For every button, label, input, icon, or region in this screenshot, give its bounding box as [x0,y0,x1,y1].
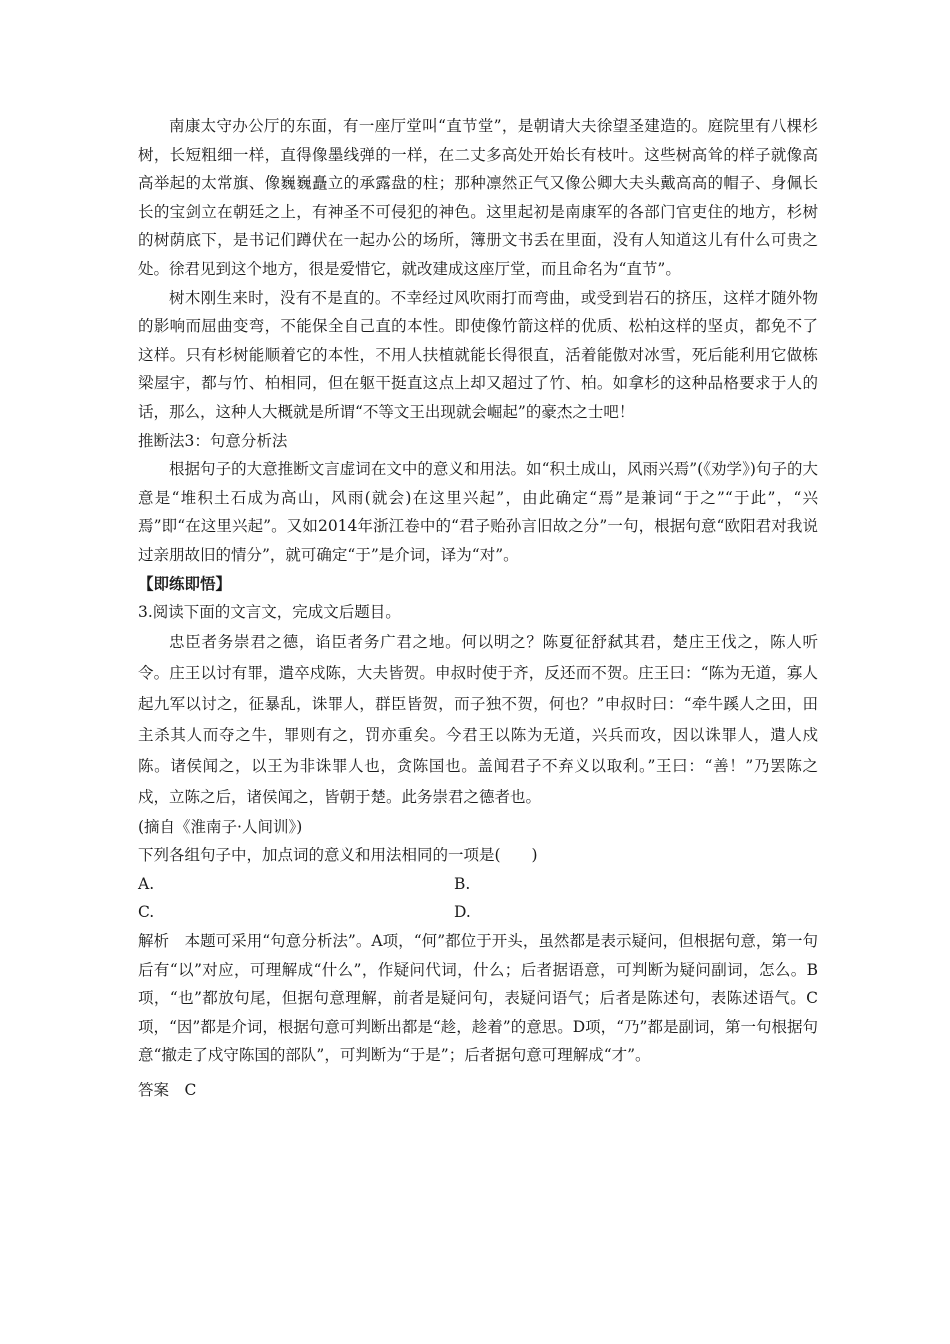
document-page [138,112,818,1105]
paragraph-2: 树木刚生来时，没有不是直的。不幸经过风吹雨打而弯曲，或受到岩石的挤压，这样才随外物的影响而屈曲变弯，不能保全自己直的本性。即使像竹箭这样的优质、松柏这样的坚贞，都免不了这样。只有杉树能顺着它的本性，不用人扶植就能长得很直，活着能傲对冰雪，死后能利用它做栋梁屋宇，都与竹、柏相同，但在躯干挺直这点上却又超过了竹、柏。如拿杉的这种品格要求于人的话，那么，这种人大概就是所谓“不等文王出现就会崛起”的豪杰之士吧！ [138,288,818,421]
passage-source: (摘自《淮南子·人间训》) [138,817,303,836]
classical-passage: 忠臣者务崇君之德，谄臣者务广君之地。何以明之？陈夏征舒弑其君，楚庄王伐之，陈人听令。庄王以讨有罪，遣卒戍陈，大夫皆贺。申叔时使于齐，反还而不贺。庄王曰：“陈为无道，寡人起九军以讨之，征暴乱，诛罪人，群臣皆贺，而子独不贺，何也？”申叔时曰：“牵牛蹊人之田，田主杀其人而夺之牛，罪则有之，罚亦重矣。今君王以陈为无道，兴兵而攻，因以诛罪人，遣人戍陈。诸侯闻之，以王为非诛罪人也，贪陈国也。盖闻君子不弃义以取利。”王曰：“善！”乃罢陈之戍，立陈之后，诸侯闻之，皆朝于楚。此务崇君之德者也。 [138,632,818,806]
option-d: D. [454,903,471,922]
options-row-2 [138,898,818,927]
options-row-1 [138,870,818,899]
answer: 答案 C [138,1081,197,1100]
option-a: A. [138,874,155,893]
analysis: 解析 本题可采用“句意分析法”。A项，“何”都位于开头，虽然都是表示疑问，但根据句意，第一句后有“以”对应，可理解成“什么”，作疑问代词，什么；后者据语意，可判断为疑问副词，怎么。B项，“也”都放句尾，但据句意理解，前者是疑问句，表疑问语气；后者是陈述句，表陈述语气。C项，“因”都是介词，根据句意可判断出都是“趁，趁着”的意思。D项，“乃”都是副词，第一句根据句意“撤走了戍守陈国的部队”，可判断为“于是”；后者据句意可理解成“才”。 [138,932,818,1065]
method-body: 根据句子的大意推断文言虚词在文中的意义和用法。如“积土成山，风雨兴焉”(《劝学》)句子的大意是“堆积土石成为高山，风雨(就会)在这里兴起”，由此确定“焉”是兼词“于之”“于此”，“兴焉”即“在这里兴起”。又如2014年浙江卷中的“君子贻孙言旧故之分”一句，根据句意“欧阳君对我说过亲朋故旧的情分”，就可确定“于”是介词，译为“对”。 [138,460,818,564]
question-intro: 3.阅读下面的文言文，完成文后题目。 [138,603,401,622]
question-stem: 下列各组句子中，加点词的意义和用法相同的一项是( ) [138,846,538,865]
practice-title: 【即练即悟】 [138,573,232,593]
option-c: C. [138,903,155,922]
method-title: 推断法3：句意分析法 [138,431,288,450]
paragraph-1: 南康太守办公厅的东面，有一座厅堂叫“直节堂”，是朝请大夫徐望圣建造的。庭院里有八棵杉树，长短粗细一样，直得像墨线弹的一样，在二丈多高处开始长有枝叶。这些树高耸的样子就像高高举起的太常旗、像巍巍矗立的承露盘的柱；那种凛然正气又像公卿大夫头戴高高的帽子、身佩长长的宝剑立在朝廷之上，有神圣不可侵犯的神色。这里起初是南康军的各部门官吏住的地方，杉树的树荫底下，是书记们蹲伏在一起办公的场所，簿册文书丢在里面，没有人知道这儿有什么可贵之处。徐君见到这个地方，很是爱惜它，就改建成这座厅堂，而且命名为“直节”。 [138,117,818,278]
option-b: B. [454,874,471,893]
